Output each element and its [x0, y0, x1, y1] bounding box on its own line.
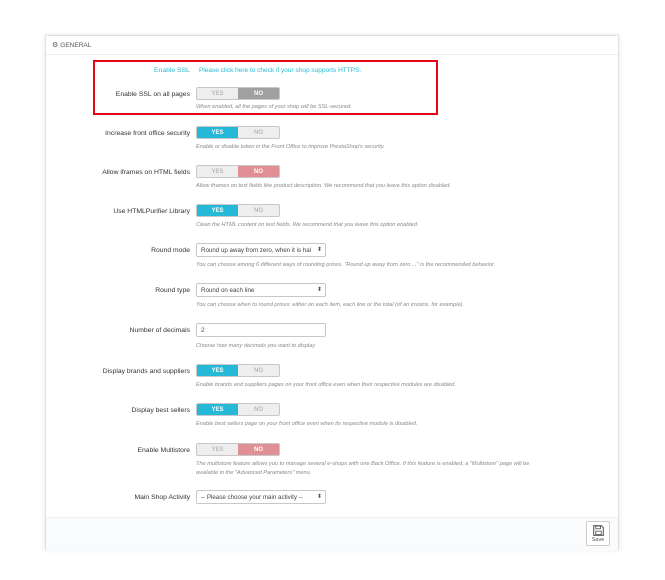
round-mode-label: Round mode	[151, 247, 190, 254]
multistore-yes[interactable]: YES	[211, 446, 224, 453]
front-security-help: Enable or disable token in the Front Office to improve PrestaShop's security.	[196, 144, 385, 150]
front-security-yes[interactable]: YES	[197, 127, 238, 138]
panel-footer	[46, 517, 618, 551]
multistore-label: Enable Multistore	[137, 447, 190, 454]
iframes-no[interactable]: NO	[238, 166, 279, 177]
decimals-value: 2	[201, 327, 205, 334]
check-https-link[interactable]: Please click here to check if your shop supports HTTPS.	[199, 67, 362, 74]
brands-yes[interactable]: YES	[197, 365, 238, 376]
main-activity-label: Main Shop Activity	[134, 494, 190, 501]
main-activity-select[interactable]	[196, 490, 326, 504]
round-mode-select[interactable]	[196, 243, 326, 257]
select-arrows-icon: ⬍	[316, 247, 322, 253]
main-activity-value: -- Please choose your main activity --	[201, 494, 303, 501]
floppy-disk-icon	[593, 525, 604, 536]
htmlpurifier-no[interactable]: NO	[254, 207, 263, 214]
best-sellers-no[interactable]: NO	[254, 406, 263, 413]
panel-header	[46, 36, 618, 55]
brands-toggle[interactable]	[196, 364, 280, 377]
iframes-yes[interactable]: YES	[211, 168, 224, 175]
enable-ssl-label: Enable SSL	[154, 67, 190, 74]
select-arrows-icon: ⬍	[316, 494, 322, 500]
brands-help: Enable brands and suppliers pages on your front office even when their respective modules are disabled.	[196, 382, 456, 388]
select-arrows-icon: ⬍	[316, 287, 322, 293]
round-type-help: You can choose when to round prices: either on each item, each line or the total (of an invoice, for example).	[196, 302, 465, 308]
round-mode-value: Round up away from zero, when it is hal	[201, 247, 312, 254]
brands-no[interactable]: NO	[254, 367, 263, 374]
round-mode-help: You can choose among 6 different ways of rounding prices. "Round up away from zero ..." is the recommended behavior.	[196, 262, 496, 268]
gears-icon: ⚙	[52, 42, 59, 49]
best-sellers-yes[interactable]: YES	[197, 404, 238, 415]
multistore-toggle[interactable]	[196, 443, 280, 456]
ssl-all-pages-help: When enabled, all the pages of your shop will be SSL-secured.	[196, 104, 352, 110]
best-sellers-label: Display best sellers	[131, 407, 190, 414]
ssl-all-pages-yes[interactable]: YES	[211, 90, 224, 97]
decimals-input[interactable]	[196, 323, 326, 337]
front-security-no[interactable]: NO	[254, 129, 263, 136]
decimals-label: Number of decimals	[129, 327, 190, 334]
save-label: Save	[591, 537, 605, 543]
round-type-value: Round on each line	[201, 287, 255, 294]
round-type-select[interactable]	[196, 283, 326, 297]
front-security-label: Increase front office security	[105, 130, 190, 137]
ssl-all-pages-no[interactable]: NO	[238, 88, 279, 99]
htmlpurifier-toggle[interactable]	[196, 204, 280, 217]
htmlpurifier-yes[interactable]: YES	[197, 205, 238, 216]
multistore-no[interactable]: NO	[238, 444, 279, 455]
ssl-all-pages-label: Enable SSL on all pages	[115, 91, 190, 98]
multistore-help-line2: available in the "Advanced Parameters" menu.	[196, 470, 312, 476]
multistore-help-line1: The multistore feature allows you to manage several e-shops with one Back Office. If this feature is enabled, a "Multistore" page will be	[196, 461, 530, 467]
iframes-toggle[interactable]	[196, 165, 280, 178]
round-type-label: Round type	[155, 287, 190, 294]
iframes-help: Allow iframes on text fields like product description. We recommend that you leave this option disabled.	[196, 183, 451, 189]
panel-title: GENERAL	[60, 42, 92, 49]
front-security-toggle[interactable]	[196, 126, 280, 139]
save-button[interactable]	[586, 521, 610, 546]
decimals-help: Choose how many decimals you want to display	[196, 343, 316, 349]
best-sellers-toggle[interactable]	[196, 403, 280, 416]
best-sellers-help: Enable best sellers page on your front office even when its respective module is disabled.	[196, 421, 418, 427]
iframes-label: Allow iframes on HTML fields	[102, 169, 190, 176]
htmlpurifier-help: Clean the HTML content on text fields. We recommend that you leave this option enabled.	[196, 222, 419, 228]
brands-label: Display brands and suppliers	[102, 368, 190, 375]
ssl-all-pages-toggle[interactable]	[196, 87, 280, 100]
htmlpurifier-label: Use HTMLPurifier Library	[113, 208, 190, 215]
